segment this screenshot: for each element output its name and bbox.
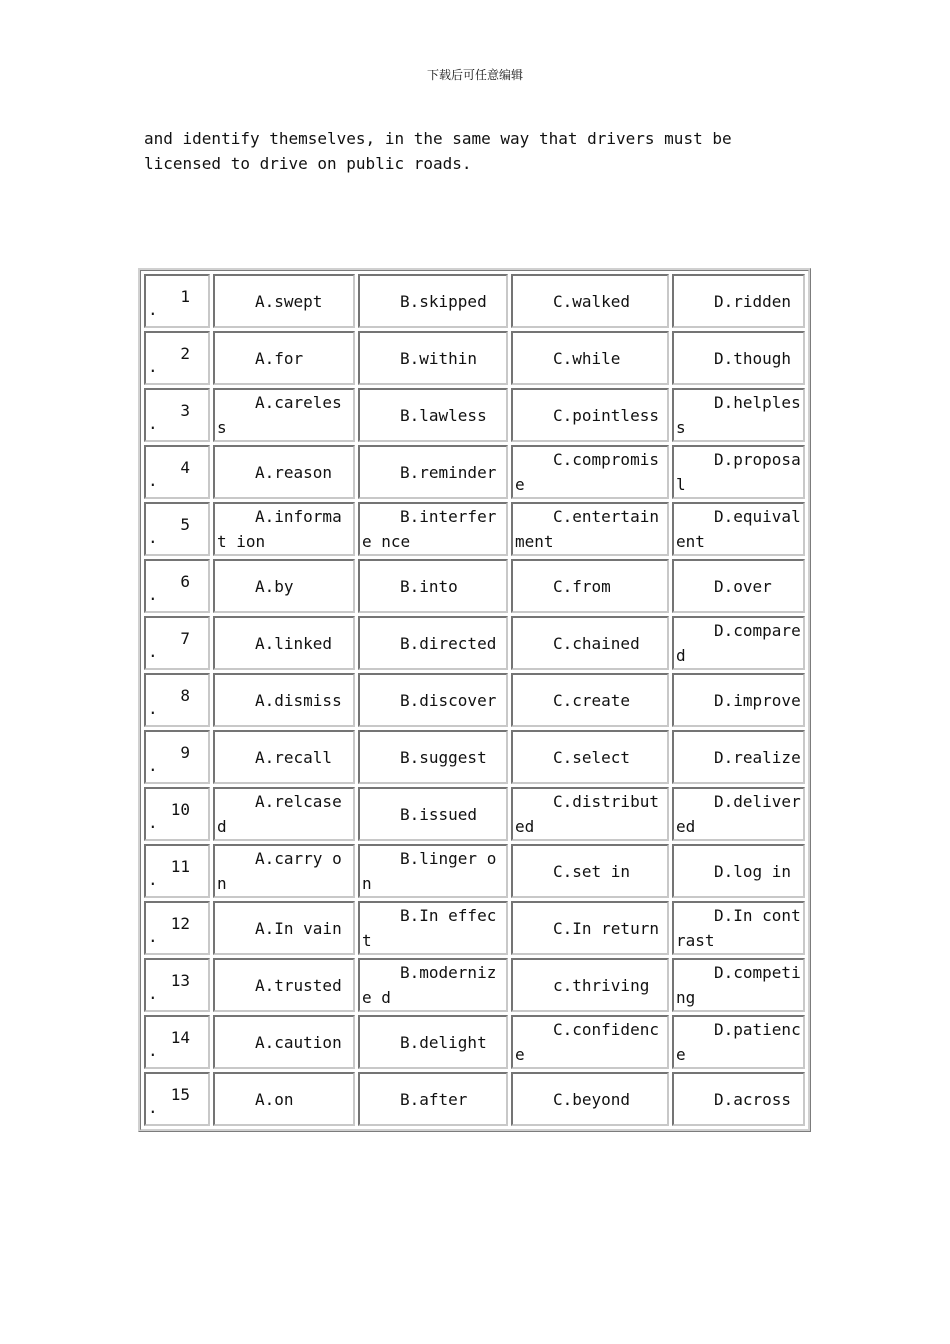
option-cell-b: [358, 844, 508, 898]
option-cell-d: [672, 559, 805, 613]
option-a: A.relcased: [217, 792, 342, 836]
option-c: C.pointless: [553, 405, 659, 425]
option-cell-c: [511, 1072, 669, 1126]
question-number: 7: [180, 629, 190, 648]
option-d: D.proposa l: [676, 450, 801, 494]
question-number-dot: .: [148, 471, 158, 490]
option-b: B.within: [400, 348, 478, 368]
question-row: [144, 787, 805, 841]
option-b: B.delight: [400, 1032, 487, 1052]
option-cell-b: [358, 445, 508, 499]
option-cell-c: [511, 1015, 669, 1069]
option-cell-b: [358, 274, 508, 328]
option-c: C.In return: [553, 918, 659, 938]
option-cell-c: [511, 445, 669, 499]
option-d: D.deliver ed: [676, 792, 801, 836]
option-cell-a: [213, 673, 355, 727]
option-a: A.dismiss: [255, 690, 342, 710]
option-d: D.compare d: [676, 621, 801, 665]
question-number-dot: .: [148, 870, 158, 889]
question-number-cell: [144, 844, 210, 898]
option-cell-c: [511, 844, 669, 898]
option-cell-b: [358, 502, 508, 556]
option-d: D.improve: [714, 690, 801, 710]
option-cell-c: [511, 901, 669, 955]
question-number-dot: .: [148, 813, 158, 832]
option-c: C.chained: [553, 633, 640, 653]
question-number-cell: [144, 616, 210, 670]
option-d: D.across: [714, 1089, 792, 1109]
option-cell-c: [511, 388, 669, 442]
option-a: A.on: [255, 1089, 294, 1109]
question-number-cell: [144, 901, 210, 955]
question-row: [144, 616, 805, 670]
intro-paragraph: and identify themselves, in the same way that drivers must be licensed to drive on public roads.: [144, 129, 732, 173]
option-cell-a: [213, 787, 355, 841]
question-number-cell: [144, 331, 210, 385]
question-number-dot: .: [148, 528, 158, 547]
option-b: B.skipped: [400, 291, 487, 311]
option-cell-b: [358, 730, 508, 784]
option-b: B.after: [400, 1089, 468, 1109]
question-number-dot: .: [148, 927, 158, 946]
option-cell-d: [672, 274, 805, 328]
option-b: B.issued: [400, 804, 478, 824]
question-number: 15: [170, 1085, 190, 1104]
question-row: [144, 502, 805, 556]
option-c: C.confidenc e: [515, 1020, 659, 1064]
option-cell-c: [511, 787, 669, 841]
question-row: [144, 1072, 805, 1126]
page-header: 下载后可任意编辑: [426, 68, 523, 82]
option-cell-a: [213, 616, 355, 670]
option-cell-d: [672, 901, 805, 955]
option-cell-a: [213, 1015, 355, 1069]
option-cell-d: [672, 673, 805, 727]
option-cell-b: [358, 901, 508, 955]
question-number-cell: [144, 388, 210, 442]
option-cell-d: [672, 331, 805, 385]
option-cell-b: [358, 1015, 508, 1069]
option-cell-a: [213, 559, 355, 613]
option-a: A.for: [255, 348, 304, 368]
option-cell-d: [672, 958, 805, 1012]
option-cell-b: [358, 388, 508, 442]
option-c: C.from: [553, 576, 611, 596]
option-c: C.select: [553, 747, 631, 767]
option-b: B.In effect: [362, 906, 497, 950]
option-a: A.by: [255, 576, 294, 596]
question-number: 5: [180, 515, 190, 534]
option-cell-b: [358, 1072, 508, 1126]
question-row: [144, 1015, 805, 1069]
option-d: D.ridden: [714, 291, 792, 311]
option-d: D.realize: [714, 747, 801, 767]
question-row: [144, 274, 805, 328]
question-number-dot: .: [148, 699, 158, 718]
option-b: B.interfere nce: [362, 507, 497, 551]
option-cell-a: [213, 730, 355, 784]
option-cell-a: [213, 274, 355, 328]
option-cell-c: [511, 502, 669, 556]
question-number-cell: [144, 1072, 210, 1126]
option-a: A.trusted: [255, 975, 342, 995]
question-number: 3: [180, 401, 190, 420]
option-cell-c: [511, 730, 669, 784]
option-a: A.reason: [255, 462, 333, 482]
question-number-cell: [144, 958, 210, 1012]
option-a: A.carry on: [217, 849, 342, 893]
option-cell-d: [672, 616, 805, 670]
option-c: c.thriving: [553, 975, 650, 995]
question-number-cell: [144, 730, 210, 784]
option-c: C.entertain ment: [515, 507, 659, 551]
option-d: D.In contrast: [676, 906, 801, 950]
question-number-cell: [144, 787, 210, 841]
option-cell-a: [213, 388, 355, 442]
option-c: C.distribut ed: [515, 792, 659, 836]
question-number-dot: .: [148, 1041, 158, 1060]
option-cell-b: [358, 787, 508, 841]
option-cell-b: [358, 559, 508, 613]
option-cell-d: [672, 730, 805, 784]
option-d: D.helples s: [676, 393, 801, 437]
option-cell-d: [672, 1015, 805, 1069]
option-d: D.though: [714, 348, 792, 368]
option-cell-d: [672, 1072, 805, 1126]
option-a: A.In vain: [255, 918, 342, 938]
option-cell-b: [358, 673, 508, 727]
question-number-dot: .: [148, 642, 158, 661]
question-number: 2: [180, 344, 190, 363]
option-b: B.reminder: [400, 462, 497, 482]
option-cell-d: [672, 445, 805, 499]
question-number-dot: .: [148, 357, 158, 376]
question-number-cell: [144, 445, 210, 499]
option-cell-c: [511, 616, 669, 670]
option-a: A.caution: [255, 1032, 342, 1052]
question-number-dot: .: [148, 1098, 158, 1117]
option-a: A.swept: [255, 291, 323, 311]
question-number: 12: [170, 914, 190, 933]
option-cell-d: [672, 388, 805, 442]
option-b: B.into: [400, 576, 458, 596]
option-a: A.recall: [255, 747, 333, 767]
option-d: D.over: [714, 576, 772, 596]
option-cell-a: [213, 958, 355, 1012]
question-row: [144, 331, 805, 385]
question-number: 9: [180, 743, 190, 762]
option-b: B.modernize d: [362, 963, 497, 1007]
question-number: 6: [180, 572, 190, 591]
question-row: [144, 901, 805, 955]
question-number-cell: [144, 673, 210, 727]
option-c: C.while: [553, 348, 621, 368]
option-c: C.set in: [553, 861, 631, 881]
option-d: D.competi ng: [676, 963, 801, 1007]
question-number: 11: [170, 857, 190, 876]
option-cell-a: [213, 331, 355, 385]
option-cell-c: [511, 958, 669, 1012]
question-number-dot: .: [148, 756, 158, 775]
question-row: [144, 445, 805, 499]
option-cell-c: [511, 274, 669, 328]
question-number-dot: .: [148, 414, 158, 433]
question-number-dot: .: [148, 984, 158, 1003]
option-cell-a: [213, 1072, 355, 1126]
question-number: 13: [170, 971, 190, 990]
question-number-cell: [144, 502, 210, 556]
option-b: B.lawless: [400, 405, 487, 425]
option-a: A.careless: [217, 393, 342, 437]
question-number-cell: [144, 1015, 210, 1069]
option-cell-b: [358, 958, 508, 1012]
question-number: 1: [180, 287, 190, 306]
option-a: A.linked: [255, 633, 333, 653]
option-a: A.informat ion: [217, 507, 342, 551]
question-row: [144, 730, 805, 784]
option-cell-c: [511, 559, 669, 613]
option-cell-a: [213, 901, 355, 955]
option-cell-a: [213, 844, 355, 898]
option-cell-a: [213, 445, 355, 499]
question-row: [144, 958, 805, 1012]
option-cell-c: [511, 331, 669, 385]
option-cell-d: [672, 502, 805, 556]
option-cell-c: [511, 673, 669, 727]
option-cell-b: [358, 616, 508, 670]
question-number-cell: [144, 274, 210, 328]
question-number-dot: .: [148, 585, 158, 604]
question-row: [144, 559, 805, 613]
option-b: B.suggest: [400, 747, 487, 767]
option-d: D.log in: [714, 861, 792, 881]
option-b: B.discover: [400, 690, 497, 710]
option-c: C.compromis e: [515, 450, 659, 494]
option-cell-d: [672, 844, 805, 898]
option-d: D.patienc e: [676, 1020, 801, 1064]
option-c: C.walked: [553, 291, 631, 311]
question-row: [144, 388, 805, 442]
options-table-body: [144, 274, 805, 1126]
question-number: 8: [180, 686, 190, 705]
option-b: B.linger on: [362, 849, 497, 893]
option-b: B.directed: [400, 633, 497, 653]
option-c: C.beyond: [553, 1089, 631, 1109]
option-d: D.equival ent: [676, 507, 801, 551]
question-number-cell: [144, 559, 210, 613]
option-c: C.create: [553, 690, 631, 710]
option-cell-d: [672, 787, 805, 841]
option-cell-a: [213, 502, 355, 556]
question-number-dot: .: [148, 300, 158, 319]
question-number: 10: [170, 800, 190, 819]
option-cell-b: [358, 331, 508, 385]
question-number: 14: [170, 1028, 190, 1047]
question-number: 4: [180, 458, 190, 477]
options-table: [138, 268, 811, 1132]
question-row: [144, 673, 805, 727]
question-row: [144, 844, 805, 898]
